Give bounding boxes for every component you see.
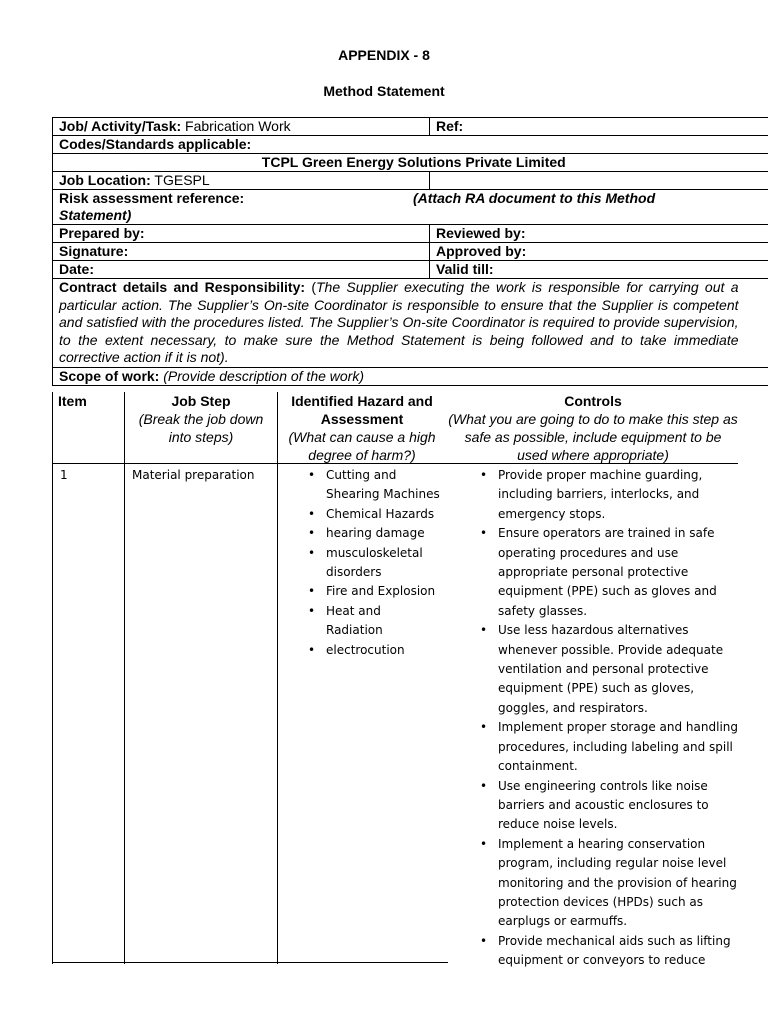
job-step-title: Job Step: [171, 393, 231, 409]
hazard-title: Identified Hazard and Assessment: [291, 393, 433, 427]
appendix-title: APPENDIX - 8: [338, 47, 430, 63]
job-value: Fabrication Work: [185, 118, 291, 134]
contract-label: Contract details and Responsibility:: [59, 279, 306, 295]
control-item: • Implement a hearing conservation program, including regular noise level monitoring and the provision of hearing protection devices (HPDs) such as earplugs or earmuffs.: [476, 835, 746, 932]
approved-cell: [430, 243, 768, 261]
row-job-step: Material preparation: [132, 468, 255, 482]
signature-cell: [53, 243, 430, 261]
col-divider-2: [277, 392, 278, 964]
table-bottom-border: [52, 962, 448, 963]
hazard-item: • Cutting and Shearing Machines: [304, 466, 440, 505]
item-header: Item: [58, 393, 87, 409]
hazard-item: • musculoskeletal disorders: [304, 544, 440, 583]
controls-sub: (What you are going to do to make this step as safe as possible, include equipment to be used where appropriate): [448, 411, 738, 463]
hazard-item: • Chemical Hazards: [304, 505, 440, 524]
controls-title: Controls: [564, 393, 622, 409]
codes-cell: [53, 136, 768, 154]
col-divider-1: [124, 392, 125, 964]
scope-label: Scope of work:: [59, 367, 160, 384]
location-label: Job Location:: [59, 172, 151, 188]
signature-label: Signature:: [59, 243, 129, 259]
codes-label: Codes/Standards applicable:: [59, 136, 252, 152]
risk-label: Risk assessment reference:: [59, 190, 245, 206]
location-value: TGESPL: [154, 172, 210, 188]
control-item: • Implement proper storage and handling procedures, including labeling and spill containment.: [476, 718, 746, 776]
reviewed-cell: [430, 225, 768, 243]
contract-text: The Supplier executing the work is responsible for carrying out a particular action. The Supplier’s On-site Coordinator is responsible to ensure that the Supplier is competent and satisfied with the procedures listed. The Supplier’s On-site Coordinator is required to provide supervision, to the extent necessary, to make sure the Method Statement is being followed and to take immediate corrective action if it is not).: [59, 279, 739, 366]
scope-cell: [53, 367, 768, 385]
company-name: TCPL Green Energy Solutions Private Limited: [261, 154, 566, 170]
method-statement-header-table: [52, 117, 768, 386]
reviewed-label: Reviewed by:: [436, 225, 526, 241]
location-blank-cell: [430, 172, 768, 190]
ref-label: Ref:: [436, 118, 464, 134]
controls-header: [448, 392, 738, 464]
hazard-header: [278, 392, 446, 464]
location-cell: [53, 172, 430, 190]
control-item: • Use engineering controls like noise barriers and acoustic enclosures to reduce noise levels.: [476, 777, 746, 835]
left-border: [52, 392, 53, 964]
hazard-controls-table: [52, 392, 768, 968]
controls-list: [476, 466, 746, 971]
company-cell: [53, 154, 768, 172]
control-item: • Use less hazardous alternatives whenever possible. Provide adequate ventilation and personal protective equipment (PPE) such as gloves, goggles, and respirators.: [476, 621, 746, 718]
hazard-item: • electrocution: [304, 641, 440, 660]
hazard-item: • Heat and Radiation: [304, 602, 440, 641]
valid-cell: [430, 261, 768, 279]
row-item-number: 1: [60, 468, 68, 482]
scope-text: (Provide description of the work): [163, 367, 365, 384]
job-activity-cell: [53, 118, 430, 136]
prepared-label: Prepared by:: [59, 225, 145, 241]
risk-note-cont: Statement): [59, 207, 132, 223]
prepared-cell: [53, 225, 430, 243]
page-title: Method Statement: [323, 83, 445, 99]
ref-cell: [430, 118, 768, 136]
approved-label: Approved by:: [436, 243, 527, 259]
risk-note: (Attach RA document to this Method: [413, 190, 656, 206]
contract-cell: Contract details and Responsibility: (The Supplier executing the work is responsible for carrying out a particular action. The Supplier’s On-site Coordinator is responsible to ensure that the Supplier is competent and satisfied with the procedures listed. The Supplier’s On-site Coordinator is required to provide supervision, to the extent necessary, to make sure the Method Statement is being followed and to take immediate corrective action if it is not).: [53, 279, 768, 368]
job-label: Job/ Activity/Task:: [59, 118, 182, 134]
control-item: • Provide mechanical aids such as lifting equipment or conveyors to reduce: [476, 932, 746, 971]
hazard-sub: (What can cause a high degree of harm?): [288, 429, 436, 463]
hazard-item: • Fire and Explosion: [304, 582, 440, 601]
hazard-item: • hearing damage: [304, 524, 440, 543]
date-label: Date:: [59, 261, 95, 277]
hazard-list: [304, 466, 440, 660]
control-item: • Ensure operators are trained in safe operating procedures and use appropriate personal protective equipment (PPE) such as gloves and safety glasses.: [476, 524, 746, 621]
job-step-header: [125, 392, 277, 446]
date-cell: [53, 261, 430, 279]
control-item: • Provide proper machine guarding, including barriers, interlocks, and emergency stops.: [476, 466, 746, 524]
risk-cell: [53, 190, 768, 225]
valid-label: Valid till:: [436, 261, 494, 277]
job-step-sub: (Break the job down into steps): [138, 411, 264, 445]
